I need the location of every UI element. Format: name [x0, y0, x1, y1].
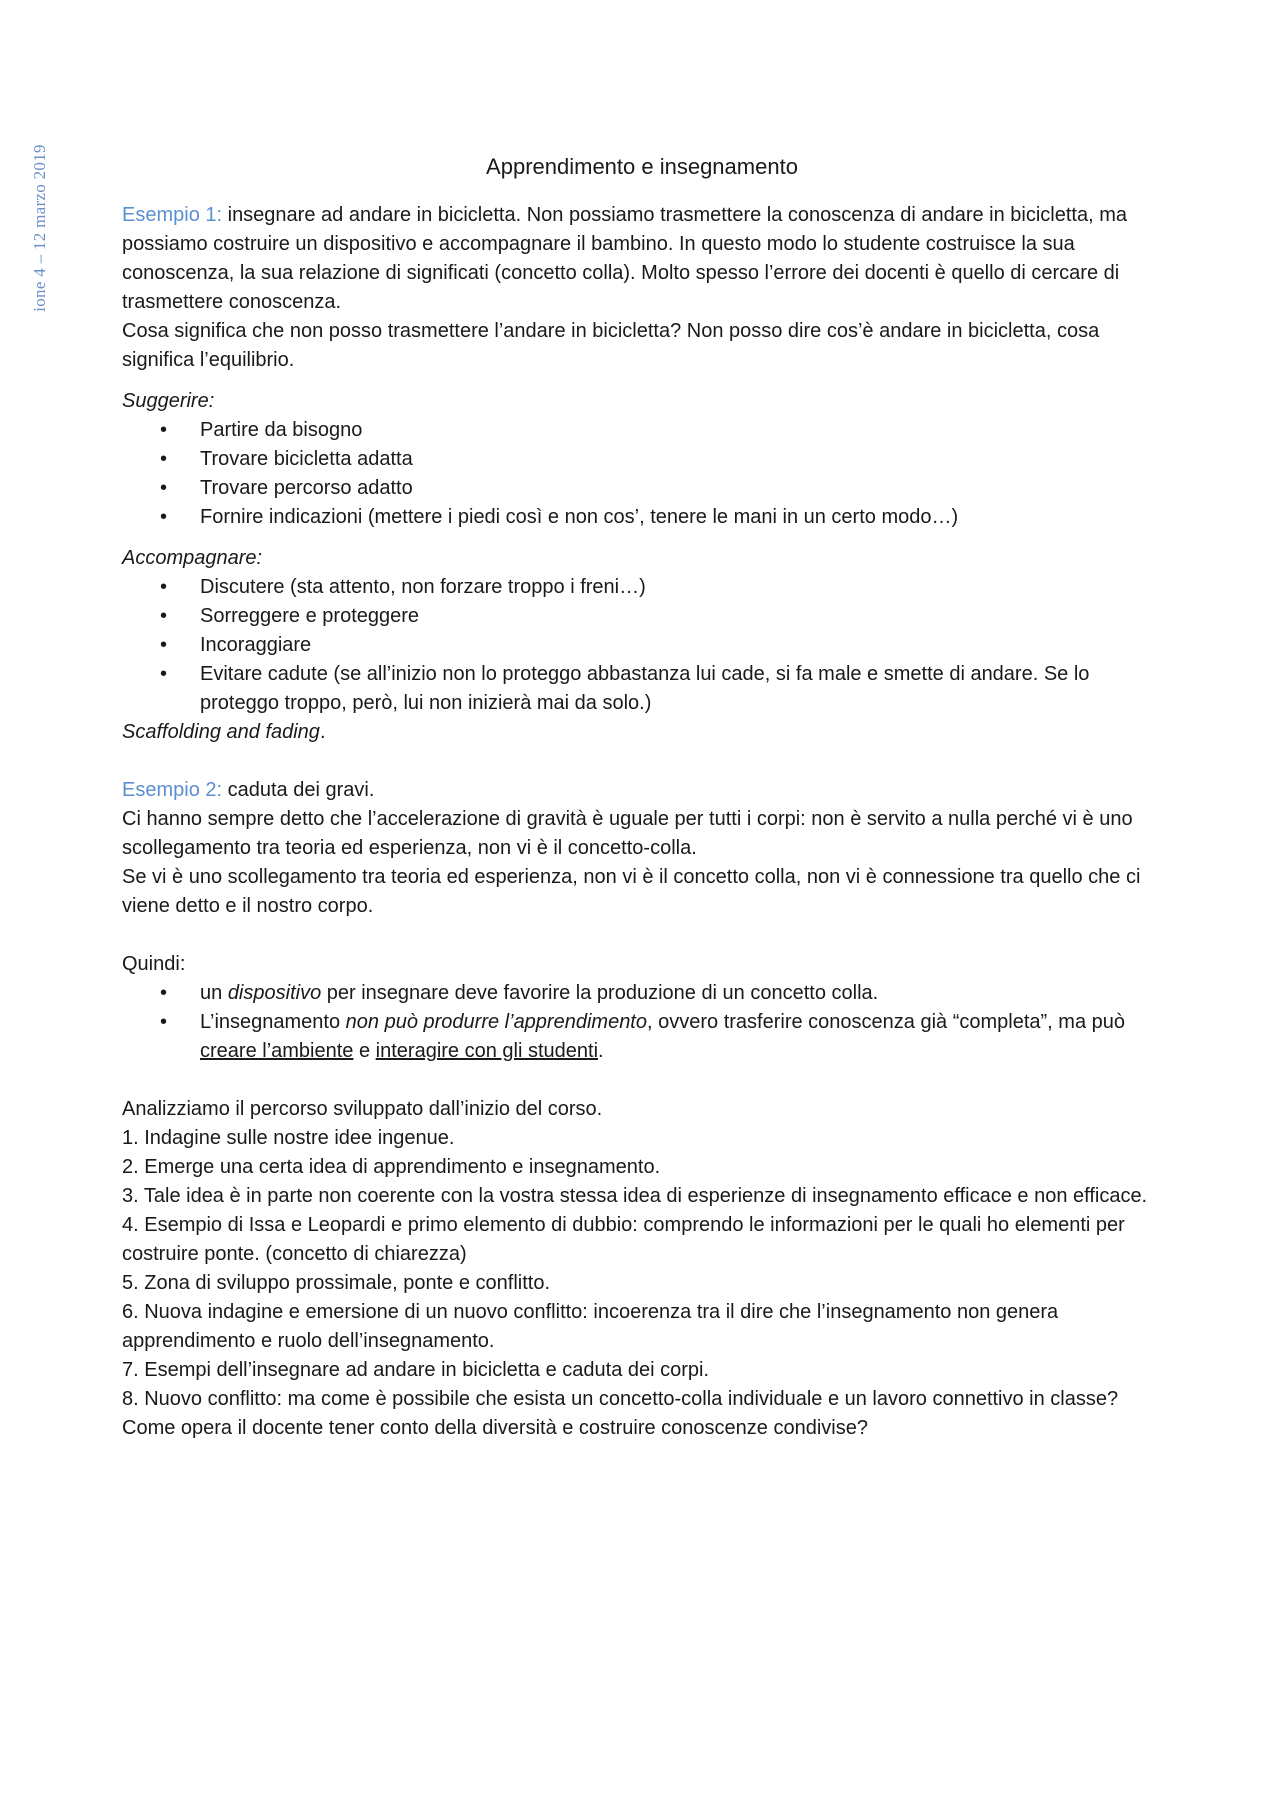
- accompagnare-list: [122, 573, 1162, 718]
- quindi-item-1-pre: un: [200, 982, 228, 1004]
- esempio-2-heading: [122, 776, 1162, 805]
- document-page: [122, 152, 1162, 1443]
- quindi-item-1-post: per insegnare deve favorire la produzione di un concetto colla.: [321, 982, 879, 1004]
- percorso-intro: Analizziamo il percorso sviluppato dall’inizio del corso.: [122, 1098, 603, 1120]
- list-item: • Trovare percorso adatto: [122, 474, 1162, 503]
- percorso-step: 1. Indagine sulle nostre idee ingenue.: [122, 1127, 455, 1149]
- suggerire-list: [122, 416, 1162, 532]
- list-item: • Fornire indicazioni (mettere i piedi così e non cos’, tenere le mani in un certo modo…): [122, 503, 1162, 532]
- list-item: • Incoraggiare: [122, 631, 1162, 660]
- quindi-item-2-underline-1: creare l’ambiente: [200, 1040, 354, 1062]
- list-item: • Partire da bisogno: [122, 416, 1162, 445]
- quindi-list: [122, 979, 1162, 1066]
- quindi-item-1-italic: dispositivo: [227, 982, 322, 1004]
- percorso-step: 5. Zona di sviluppo prossimale, ponte e conflitto.: [122, 1272, 551, 1294]
- scaffolding-line: [122, 718, 1162, 747]
- esempio-1-question: Cosa significa che non posso trasmettere l’andare in bicicletta? Non posso dire cos’è andare in bicicletta, cosa significa l’equilibrio.: [122, 320, 1100, 371]
- esempio-2-label: Esempio 2:: [122, 779, 223, 801]
- scaffolding-text: Scaffolding and fading: [122, 721, 320, 743]
- quindi-item-2-end: .: [598, 1040, 604, 1062]
- list-item: [122, 979, 1162, 1008]
- quindi-label: Quindi:: [122, 953, 186, 975]
- list-item: • Evitare cadute (se all’inizio non lo proteggo abbastanza lui cade, si fa male e smette di andare. Se lo proteggo troppo, però, lui non inizierà mai da solo.): [122, 660, 1162, 718]
- quindi-item-2-pre: L’insegnamento: [200, 1011, 346, 1033]
- list-item: [122, 1008, 1162, 1066]
- esempio-1-text: insegnare ad andare in bicicletta. Non possiamo trasmettere la conoscenza di andare in bicicletta, ma possiamo costruire un dispositivo e accompagnare il bambino. In questo modo lo studente costruisce la sua conoscenza, la sua relazione di significati (concetto colla). Molto spesso l’errore dei docenti è quello di cercare di trasmettere conoscenza.: [122, 204, 1128, 313]
- percorso-step: 6. Nuova indagine e emersione di un nuovo conflitto: incoerenza tra il dire che l’insegnamento non genera apprendimento e ruolo dell’insegnamento.: [122, 1301, 1059, 1352]
- list-item: • Sorreggere e proteggere: [122, 602, 1162, 631]
- percorso-step: 2. Emerge una certa idea di apprendimento e insegnamento.: [122, 1156, 661, 1178]
- page-title: Apprendimento e insegnamento: [486, 154, 798, 179]
- esempio-1-label: Esempio 1:: [122, 204, 223, 226]
- side-header-note: ione 4 – 12 marzo 2019: [30, 144, 49, 312]
- quindi-item-2-mid: , ovvero trasferire conoscenza già “completa”, ma può: [647, 1011, 1125, 1033]
- percorso-step: 7. Esempi dell’insegnare ad andare in bicicletta e caduta dei corpi.: [122, 1359, 710, 1381]
- scaffolding-dot: .: [319, 721, 326, 743]
- esempio-2-paragraph-1: Ci hanno sempre detto che l’accelerazione di gravità è uguale per tutti i corpi: non è servito a nulla perché vi è uno scollegamento tra teoria ed esperienza, non vi è il concetto-colla.: [122, 808, 1133, 859]
- percorso-step: 4. Esempio di Issa e Leopardi e primo elemento di dubbio: comprendo le informazioni per le quali ho elementi per costruire ponte. (concetto di chiarezza): [122, 1214, 1125, 1265]
- quindi-item-2-and: e: [353, 1040, 376, 1062]
- esempio-2-paragraph-2: Se vi è uno scollegamento tra teoria ed esperienza, non vi è il concetto colla, non vi è connessione tra quello che ci viene detto e il nostro corpo.: [122, 866, 1141, 917]
- suggerire-label: Suggerire:: [122, 390, 215, 412]
- list-item: • Discutere (sta attento, non forzare troppo i freni…): [122, 573, 1162, 602]
- esempio-2-text: caduta dei gravi.: [222, 779, 375, 801]
- accompagnare-label: Accompagnare:: [122, 547, 263, 569]
- quindi-item-2-underline-2: interagire con gli studenti: [375, 1040, 599, 1062]
- list-item: • Trovare bicicletta adatta: [122, 445, 1162, 474]
- quindi-item-2-italic: non può produrre l’apprendimento: [345, 1011, 647, 1033]
- percorso-step: 8. Nuovo conflitto: ma come è possibile che esista un concetto-colla individuale e un lavoro connettivo in classe? Come opera il docente tener conto della diversità e costruire conoscenze condivise?: [122, 1388, 1119, 1439]
- esempio-1-paragraph: [122, 201, 1162, 317]
- percorso-step: 3. Tale idea è in parte non coerente con la vostra stessa idea di esperienze di insegnamento efficace e non efficace.: [122, 1185, 1148, 1207]
